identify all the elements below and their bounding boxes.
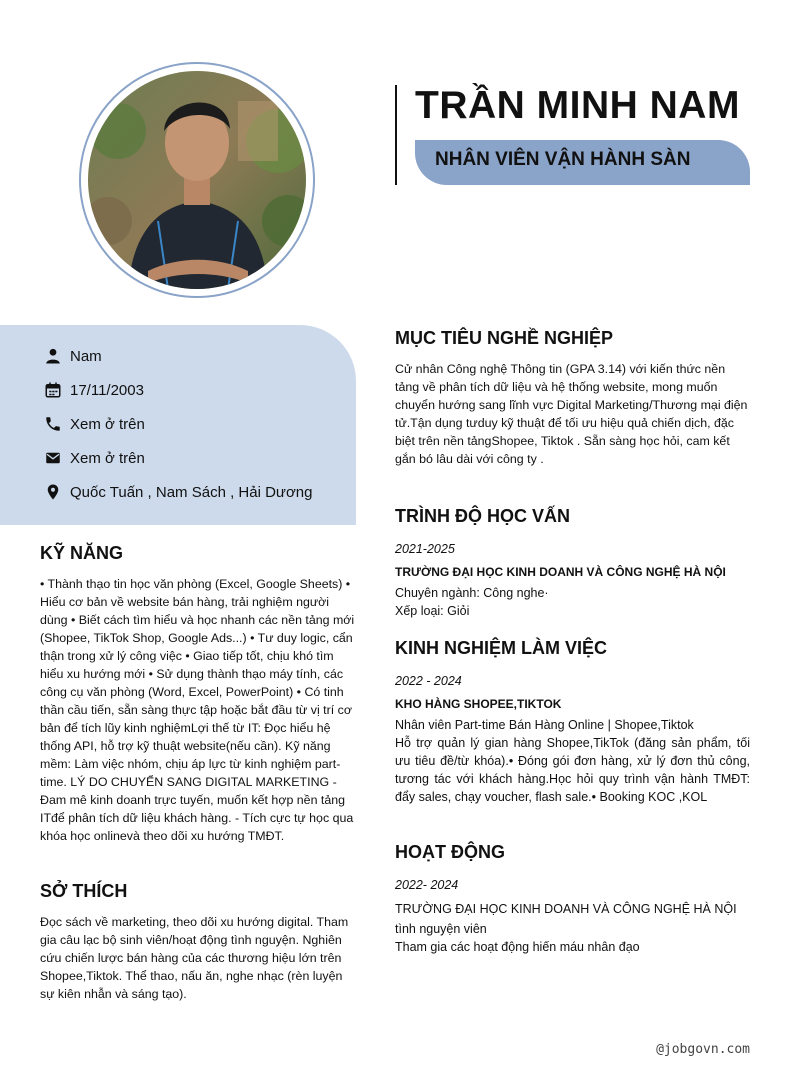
education-period: 2021-2025 bbox=[395, 542, 455, 556]
activities-role: tình nguyện viên bbox=[395, 922, 487, 936]
user-icon bbox=[44, 347, 62, 365]
candidate-name: TRẦN MINH NAM bbox=[415, 84, 740, 127]
footer-brand: @jobgovn.com bbox=[656, 1042, 750, 1057]
objective-text: Cử nhân Công nghệ Thông tin (GPA 3.14) với kiến thức nền tảng về phân tích dữ liệu và hệ thống website, mong muốn chuyển hướng sang lĩnh vực Digital Marketing/Thương mại điện tử.Tận dụng tưduy kỹ thuật để tối ưu hiệu quả chiến dịch, đặc biệt trên nền tảngShopee, Tiktok . Sẵn sàng học hỏi, cam kết gắn bó lâu dài với công ty . bbox=[395, 362, 748, 466]
objective-title: MỤC TIÊU NGHỀ NGHIỆP bbox=[395, 328, 614, 348]
info-dob bbox=[44, 379, 144, 401]
dob-value: 17/11/2003 bbox=[70, 381, 144, 399]
info-email bbox=[44, 447, 145, 469]
info-gender bbox=[44, 345, 102, 367]
location-icon bbox=[44, 483, 62, 501]
phone-value: Xem ở trên bbox=[70, 415, 145, 433]
education-title: TRÌNH ĐỘ HỌC VẤN bbox=[395, 506, 570, 526]
education-school: TRƯỜNG ĐẠI HỌC KINH DOANH VÀ CÔNG NGHỆ HÀ NỘI bbox=[395, 565, 726, 579]
address-value: Quốc Tuấn , Nam Sách , Hải Dương bbox=[70, 483, 313, 501]
info-address bbox=[44, 481, 312, 503]
skills-text: • Thành thạo tin học văn phòng (Excel, Google Sheets) • Hiểu cơ bản về website bán hàng, trải nghiệm người dùng • Biết cách tìm hiểu và học nhanh các nền tảng mới (Shopee, TikTok Shop, Google Ads...) • Tư duy logic, cẩn thận trong xử lý công việc • Giao tiếp tốt, chịu khó tìm hiểu xu hướng mới • Sử dụng thành thạo máy tính, các công cụ văn phòng (Word, Excel, PowerPoint) • Có tinh thần cầu tiến, sẵn sàng thực tập hoặc bắt đầu từ vị trí cơ bản để tích lũy kinh nghiệmLợi thế từ IT: Đọc hiểu hệ thống API, hỗ trợ kỹ thuật website(nếu cần). Kỹ năng mềm: Làm việc nhóm, chịu áp lực từ kinh nghiệm part- time. LÝ DO CHUYỂN SANG DIGITAL MARKETING - Đam mê kinh doanh trực tuyến, muốn kết hợp nền tảng ITđể phân tích dữ liệu khách hàng. - Tích cực tự học qua khóa học onlinevà theo dõi xu hướng TMĐT. bbox=[40, 577, 355, 843]
phone-icon bbox=[44, 415, 62, 433]
activities-period: 2022- 2024 bbox=[395, 878, 459, 892]
hobbies-title: SỞ THÍCH bbox=[40, 881, 128, 901]
experience-period: 2022 - 2024 bbox=[395, 674, 462, 688]
header-divider bbox=[395, 85, 397, 185]
activities-title: HOẠT ĐỘNG bbox=[395, 842, 505, 862]
calendar-icon bbox=[44, 381, 62, 399]
avatar bbox=[88, 71, 306, 289]
experience-title: KINH NGHIỆM LÀM VIỆC bbox=[395, 638, 608, 658]
skills-title: KỸ NĂNG bbox=[40, 543, 124, 563]
activities-description: Tham gia các hoạt động hiến máu nhân đạo bbox=[395, 940, 640, 954]
education-grade: Xếp loại: Giỏi bbox=[395, 604, 470, 618]
experience-position: Nhân viên Part-time Bán Hàng Online | Shopee,Tiktok bbox=[395, 718, 694, 732]
experience-description: Hỗ trợ quản lý gian hàng Shopee,TikTok (đăng sản phẩm, tối ưu tiêu đề/từ khóa).• Đóng gói đơn hàng, xử lý đơn thủ công, tương tác với khách hàng.Học hỏi quy trình vận hành TMĐT: đẩy sales, chạy voucher, flash sale.• Booking KOC ,KOL bbox=[395, 736, 750, 804]
education-major: Chuyên ngành: Công nghe· bbox=[395, 586, 549, 600]
mail-icon bbox=[44, 449, 62, 467]
info-phone bbox=[44, 413, 145, 435]
activities-org: TRƯỜNG ĐẠI HỌC KINH DOANH VÀ CÔNG NGHỆ HÀ NỘI bbox=[395, 902, 737, 916]
hobbies-text: Đọc sách về marketing, theo dõi xu hướng digital. Tham gia câu lạc bộ sinh viên/hoạt động tình nguyện. Nghiên cứu chiến lược bán hàng của các thương hiệu lớn trên Shopee,Tiktok. Thể thao, nấu ăn, nghe nhạc (rèn luyện sự kiên nhẫn và sáng tạo). bbox=[40, 915, 349, 1001]
experience-company: KHO HÀNG SHOPEE,TIKTOK bbox=[395, 697, 562, 711]
gender-value: Nam bbox=[70, 347, 102, 365]
email-value: Xem ở trên bbox=[70, 449, 145, 467]
candidate-role: NHÂN VIÊN VẬN HÀNH SÀN bbox=[435, 149, 691, 170]
